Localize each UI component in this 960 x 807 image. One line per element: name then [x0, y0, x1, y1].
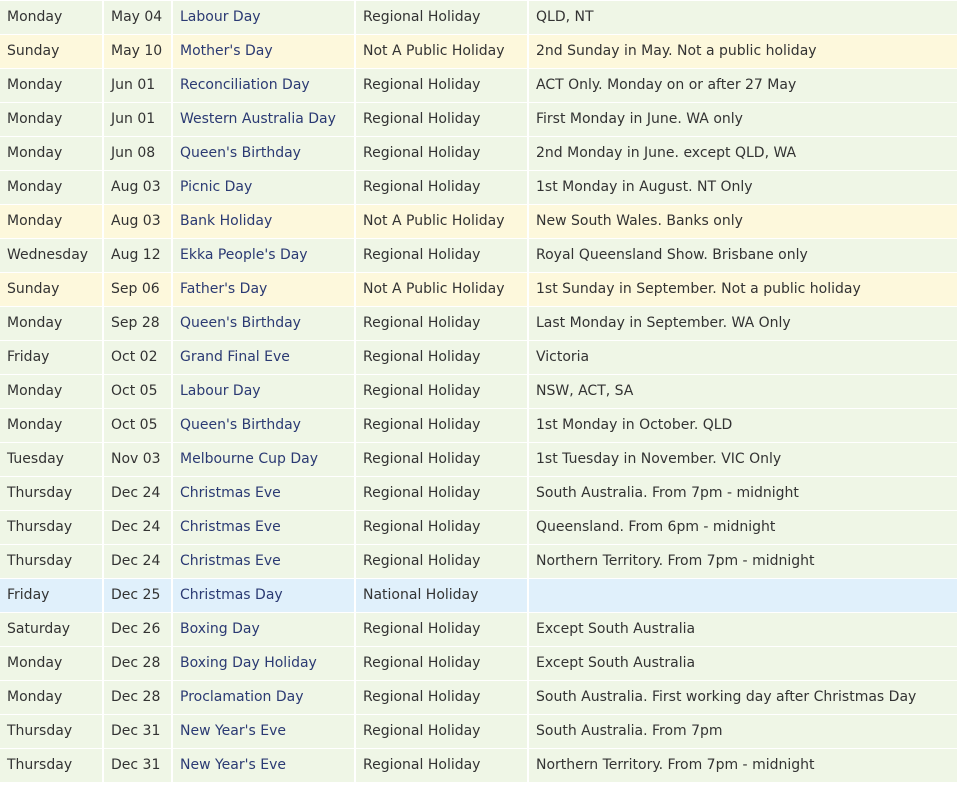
- holiday-notes: 1st Tuesday in November. VIC Only: [528, 443, 957, 477]
- holiday-notes: QLD, NT: [528, 1, 957, 35]
- holiday-weekday: Friday: [0, 579, 103, 613]
- holiday-type: Regional Holiday: [355, 137, 528, 171]
- holiday-type: Regional Holiday: [355, 375, 528, 409]
- holiday-notes: Last Monday in September. WA Only: [528, 307, 957, 341]
- holiday-weekday: Monday: [0, 69, 103, 103]
- holiday-type: Regional Holiday: [355, 613, 528, 647]
- holiday-type: Regional Holiday: [355, 409, 528, 443]
- holiday-name: Reconciliation Day: [172, 69, 355, 103]
- holiday-type: Regional Holiday: [355, 69, 528, 103]
- holiday-row: [0, 341, 957, 375]
- holiday-name: Christmas Eve: [172, 477, 355, 511]
- holiday-date: Oct 05: [103, 409, 172, 443]
- holiday-weekday: Thursday: [0, 477, 103, 511]
- holiday-notes: 2nd Monday in June. except QLD, WA: [528, 137, 957, 171]
- holiday-weekday: Friday: [0, 341, 103, 375]
- holiday-weekday: Thursday: [0, 715, 103, 749]
- holiday-weekday: Sunday: [0, 273, 103, 307]
- holiday-name: Proclamation Day: [172, 681, 355, 715]
- holiday-row: [0, 239, 957, 273]
- holiday-weekday: Thursday: [0, 511, 103, 545]
- holiday-notes: Royal Queensland Show. Brisbane only: [528, 239, 957, 273]
- holiday-name: Mother's Day: [172, 35, 355, 69]
- holiday-name: Queen's Birthday: [172, 307, 355, 341]
- holiday-name: Western Australia Day: [172, 103, 355, 137]
- holiday-notes: Northern Territory. From 7pm - midnight: [528, 545, 957, 579]
- holiday-row: [0, 681, 957, 715]
- holiday-name: Grand Final Eve: [172, 341, 355, 375]
- holiday-row: [0, 35, 957, 69]
- holiday-row: [0, 307, 957, 341]
- holiday-type: Regional Holiday: [355, 341, 528, 375]
- holiday-notes: [528, 579, 957, 613]
- holiday-name: Boxing Day Holiday: [172, 647, 355, 681]
- holiday-weekday: Monday: [0, 307, 103, 341]
- holiday-weekday: Sunday: [0, 35, 103, 69]
- holiday-type: Not A Public Holiday: [355, 35, 528, 69]
- holiday-weekday: Monday: [0, 103, 103, 137]
- holiday-name: Labour Day: [172, 1, 355, 35]
- holiday-name: Queen's Birthday: [172, 137, 355, 171]
- holiday-type: Not A Public Holiday: [355, 205, 528, 239]
- holiday-date: Dec 24: [103, 477, 172, 511]
- holiday-date: Sep 28: [103, 307, 172, 341]
- holiday-date: Dec 28: [103, 647, 172, 681]
- holiday-date: Dec 26: [103, 613, 172, 647]
- holiday-weekday: Monday: [0, 1, 103, 35]
- holiday-notes: Queensland. From 6pm - midnight: [528, 511, 957, 545]
- holiday-row: [0, 205, 957, 239]
- holiday-name: Picnic Day: [172, 171, 355, 205]
- holiday-type: Regional Holiday: [355, 103, 528, 137]
- holiday-date: Dec 31: [103, 749, 172, 783]
- holiday-name: Christmas Eve: [172, 545, 355, 579]
- holiday-row: [0, 613, 957, 647]
- holiday-weekday: Monday: [0, 647, 103, 681]
- holiday-notes: 2nd Sunday in May. Not a public holiday: [528, 35, 957, 69]
- holiday-name: Christmas Day: [172, 579, 355, 613]
- holiday-type: Regional Holiday: [355, 511, 528, 545]
- holiday-notes: 1st Monday in August. NT Only: [528, 171, 957, 205]
- holiday-row: [0, 69, 957, 103]
- holiday-type: Regional Holiday: [355, 647, 528, 681]
- holiday-row: [0, 137, 957, 171]
- holiday-notes: Except South Australia: [528, 647, 957, 681]
- holiday-notes: NSW, ACT, SA: [528, 375, 957, 409]
- holiday-date: Nov 03: [103, 443, 172, 477]
- holiday-type: Regional Holiday: [355, 171, 528, 205]
- holiday-type: Regional Holiday: [355, 545, 528, 579]
- holiday-row: [0, 273, 957, 307]
- holiday-row: [0, 579, 957, 613]
- holiday-notes: South Australia. First working day after Christmas Day: [528, 681, 957, 715]
- holiday-date: Jun 08: [103, 137, 172, 171]
- holiday-notes: New South Wales. Banks only: [528, 205, 957, 239]
- holiday-name: Queen's Birthday: [172, 409, 355, 443]
- holiday-name: Labour Day: [172, 375, 355, 409]
- holiday-notes: Victoria: [528, 341, 957, 375]
- holiday-weekday: Monday: [0, 681, 103, 715]
- holiday-date: Aug 03: [103, 171, 172, 205]
- holiday-row: [0, 375, 957, 409]
- holiday-name: Bank Holiday: [172, 205, 355, 239]
- holiday-weekday: Thursday: [0, 749, 103, 783]
- holiday-row: [0, 749, 957, 783]
- holiday-row: [0, 409, 957, 443]
- holiday-name: Ekka People's Day: [172, 239, 355, 273]
- holiday-notes: South Australia. From 7pm: [528, 715, 957, 749]
- holiday-date: Dec 31: [103, 715, 172, 749]
- holiday-type: Not A Public Holiday: [355, 273, 528, 307]
- holiday-weekday: Monday: [0, 171, 103, 205]
- holiday-type: Regional Holiday: [355, 681, 528, 715]
- holiday-date: Jun 01: [103, 69, 172, 103]
- holiday-date: May 04: [103, 1, 172, 35]
- holiday-date: Dec 24: [103, 511, 172, 545]
- holiday-notes: First Monday in June. WA only: [528, 103, 957, 137]
- holiday-row: [0, 511, 957, 545]
- holiday-date: Oct 05: [103, 375, 172, 409]
- holiday-type: Regional Holiday: [355, 307, 528, 341]
- holiday-table-body: [0, 1, 957, 783]
- holiday-notes: 1st Sunday in September. Not a public holiday: [528, 273, 957, 307]
- holiday-date: Aug 12: [103, 239, 172, 273]
- holiday-notes: Northern Territory. From 7pm - midnight: [528, 749, 957, 783]
- holiday-name: Melbourne Cup Day: [172, 443, 355, 477]
- holiday-name: New Year's Eve: [172, 749, 355, 783]
- holiday-type: National Holiday: [355, 579, 528, 613]
- holiday-row: [0, 715, 957, 749]
- holiday-weekday: Monday: [0, 137, 103, 171]
- holiday-type: Regional Holiday: [355, 1, 528, 35]
- holiday-name: Christmas Eve: [172, 511, 355, 545]
- holiday-date: Dec 28: [103, 681, 172, 715]
- holiday-type: Regional Holiday: [355, 477, 528, 511]
- holiday-weekday: Saturday: [0, 613, 103, 647]
- holiday-date: May 10: [103, 35, 172, 69]
- holiday-row: [0, 647, 957, 681]
- holiday-row: [0, 171, 957, 205]
- holiday-type: Regional Holiday: [355, 239, 528, 273]
- holiday-notes: ACT Only. Monday on or after 27 May: [528, 69, 957, 103]
- holiday-name: New Year's Eve: [172, 715, 355, 749]
- holiday-type: Regional Holiday: [355, 749, 528, 783]
- holiday-date: Dec 24: [103, 545, 172, 579]
- holiday-weekday: Tuesday: [0, 443, 103, 477]
- holiday-date: Oct 02: [103, 341, 172, 375]
- holiday-weekday: Monday: [0, 375, 103, 409]
- holiday-type: Regional Holiday: [355, 715, 528, 749]
- holiday-date: Aug 03: [103, 205, 172, 239]
- holiday-row: [0, 1, 957, 35]
- holiday-weekday: Wednesday: [0, 239, 103, 273]
- holiday-weekday: Thursday: [0, 545, 103, 579]
- holiday-date: Sep 06: [103, 273, 172, 307]
- holiday-name: Father's Day: [172, 273, 355, 307]
- holiday-row: [0, 443, 957, 477]
- holiday-notes: Except South Australia: [528, 613, 957, 647]
- holiday-weekday: Monday: [0, 205, 103, 239]
- holiday-notes: 1st Monday in October. QLD: [528, 409, 957, 443]
- holiday-row: [0, 545, 957, 579]
- holiday-date: Dec 25: [103, 579, 172, 613]
- holiday-date: Jun 01: [103, 103, 172, 137]
- holiday-name: Boxing Day: [172, 613, 355, 647]
- holiday-notes: South Australia. From 7pm - midnight: [528, 477, 957, 511]
- holiday-type: Regional Holiday: [355, 443, 528, 477]
- holiday-row: [0, 103, 957, 137]
- holiday-row: [0, 477, 957, 511]
- holiday-weekday: Monday: [0, 409, 103, 443]
